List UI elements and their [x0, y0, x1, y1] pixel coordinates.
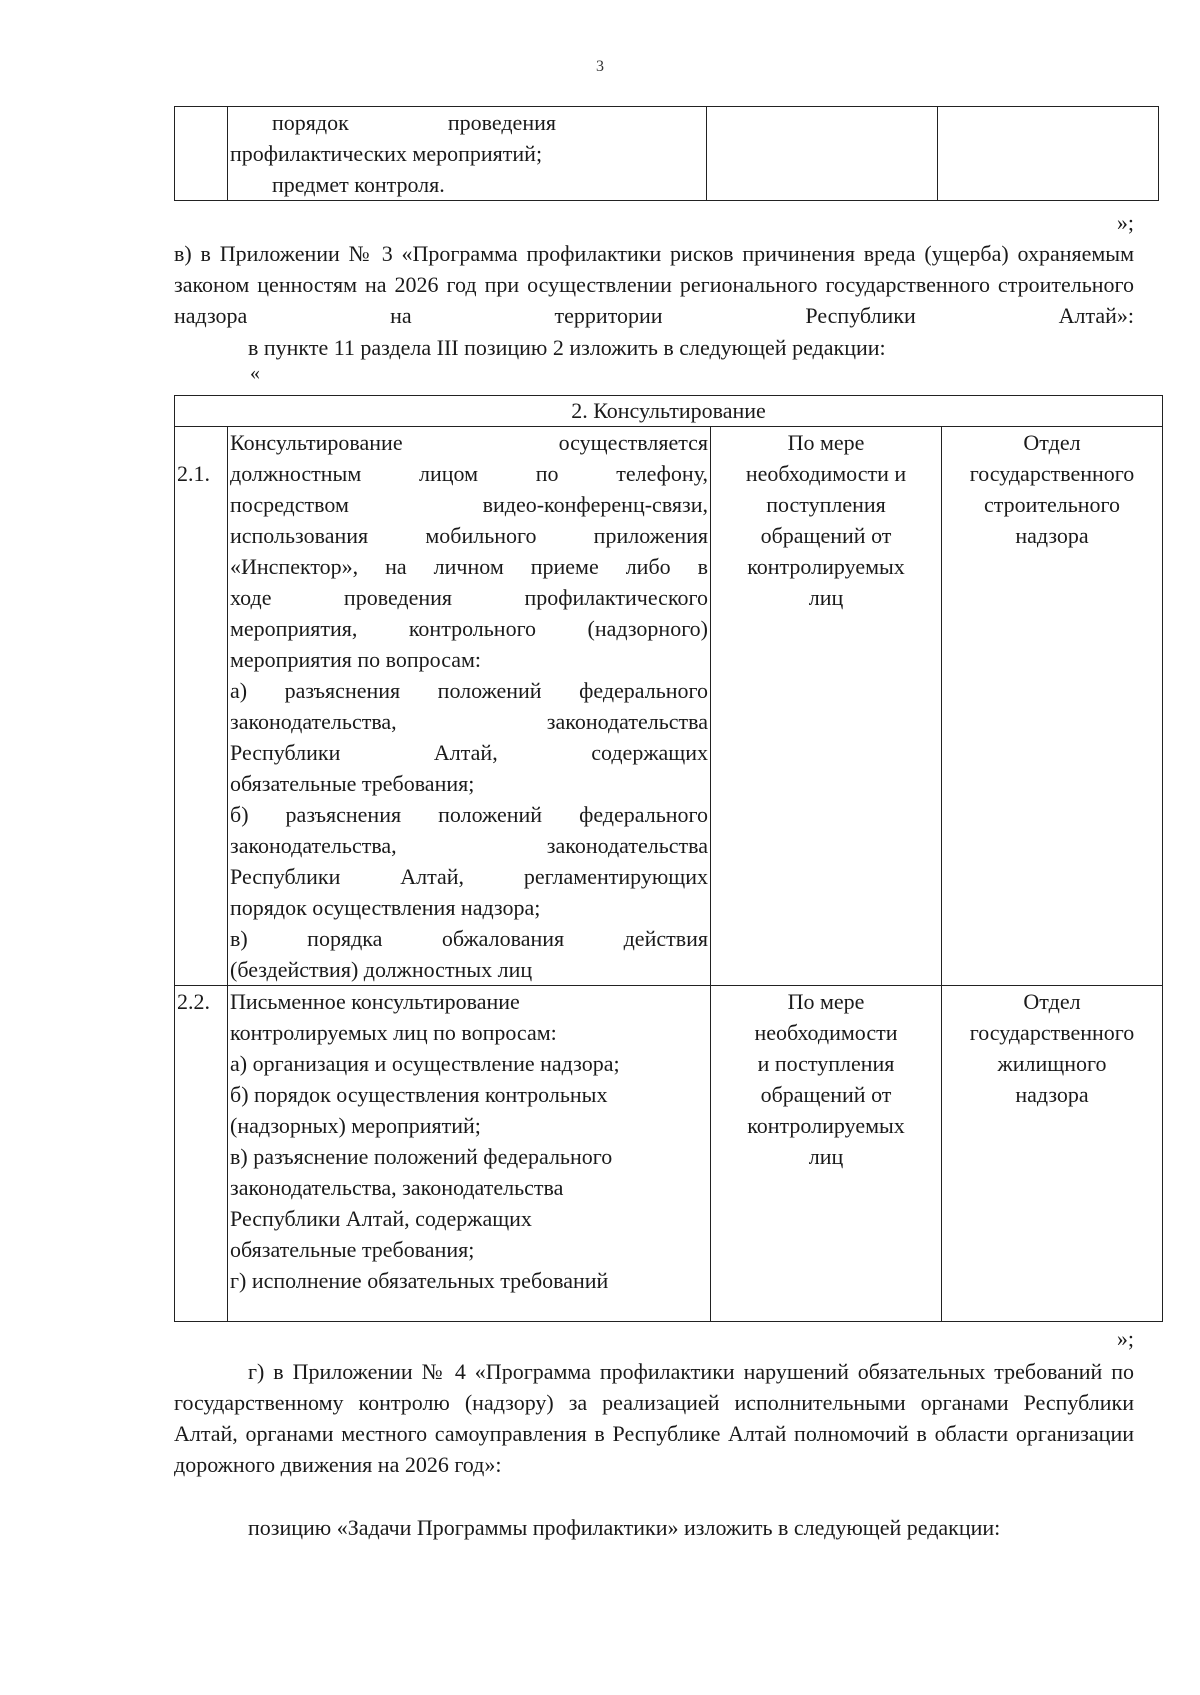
- opening-quote: «: [250, 362, 260, 384]
- table-row: [175, 427, 1163, 986]
- cell-line: предмет контроля.: [272, 172, 445, 197]
- closing-quote: »;: [1116, 1326, 1134, 1351]
- row-text: Письменное консультирование контролируемых лиц по вопросам: а) организация и осуществление надзора; б) порядок осуществления контрольных (надзорных) мероприятий; в) разъяснение положений федерального законодательства, законодательства Республики Алтай, содержащих обязательные требования; г) исполнение обязательных требований: [228, 986, 711, 1322]
- paragraph-g: г) в Приложении № 4 «Программа профилактики нарушений обязательных требований по государственному контролю (надзору) за реализацией исполнительными органами Республики Алтай, органами местного самоуправления в Республике Алтай полномочий в области организации дорожного движения на 2026 год»:: [174, 1359, 1134, 1477]
- table-header-row: [175, 396, 1163, 427]
- row-deadline: По мере необходимости и поступления обращений от контролируемых лиц: [711, 986, 942, 1322]
- table-cell-empty: [707, 107, 938, 201]
- row-responsible: Отдел государственного жилищного надзора: [942, 986, 1163, 1322]
- cell-word: порядок: [272, 110, 349, 135]
- row-deadline: По мере необходимости и поступления обращений от контролируемых лиц: [711, 427, 942, 986]
- table-header: 2. Консультирование: [175, 396, 1163, 427]
- page-number: 3: [596, 58, 604, 75]
- row-number: 2.2.: [175, 986, 228, 1322]
- table-cell-text: [228, 107, 707, 201]
- paragraph-v-sub: в пункте 11 раздела III позицию 2 изложить в следующей редакции:: [248, 335, 886, 360]
- continuation-table: [174, 106, 1159, 201]
- consulting-table: [174, 395, 1163, 1322]
- cell-line: профилактических мероприятий;: [230, 141, 543, 166]
- row-number: 2.1.: [175, 427, 228, 986]
- paragraph-g-sub: позицию «Задачи Программы профилактики» изложить в следующей редакции:: [248, 1515, 1001, 1540]
- table-cell-empty: [938, 107, 1159, 201]
- row-text: Консультирование осуществляется должностным лицом по телефону, посредством видео-конференц-связи, использования мобильного приложения «Инспектор», на личном приеме либо в ходе проведения профилактического мероприятия, контрольного (надзорного) мероприятия по вопросам: а) разъяснения положений федерального законодательства, законодательства Республики Алтай, содержащих обязательные требования; б) разъяснения положений федерального законодательства, законодательства Республики Алтай, регламентирующих порядок осуществления надзора; в) порядка обжалования действия (бездействия) должностных лиц: [228, 427, 711, 986]
- cell-line: [230, 107, 706, 138]
- row-responsible: Отдел государственного строительного надзора: [942, 427, 1163, 986]
- table-row: [175, 986, 1163, 1322]
- paragraph-v: в) в Приложении № 3 «Программа профилактики рисков причинения вреда (ущерба) охраняемым законом ценностям на 2026 год при осуществлении регионального государственного строительного надзора на территории Республики Алтай»:: [174, 241, 1134, 328]
- cell-word: проведения: [447, 110, 556, 135]
- closing-quote: »;: [1116, 210, 1134, 235]
- table-cell-empty: [175, 107, 228, 201]
